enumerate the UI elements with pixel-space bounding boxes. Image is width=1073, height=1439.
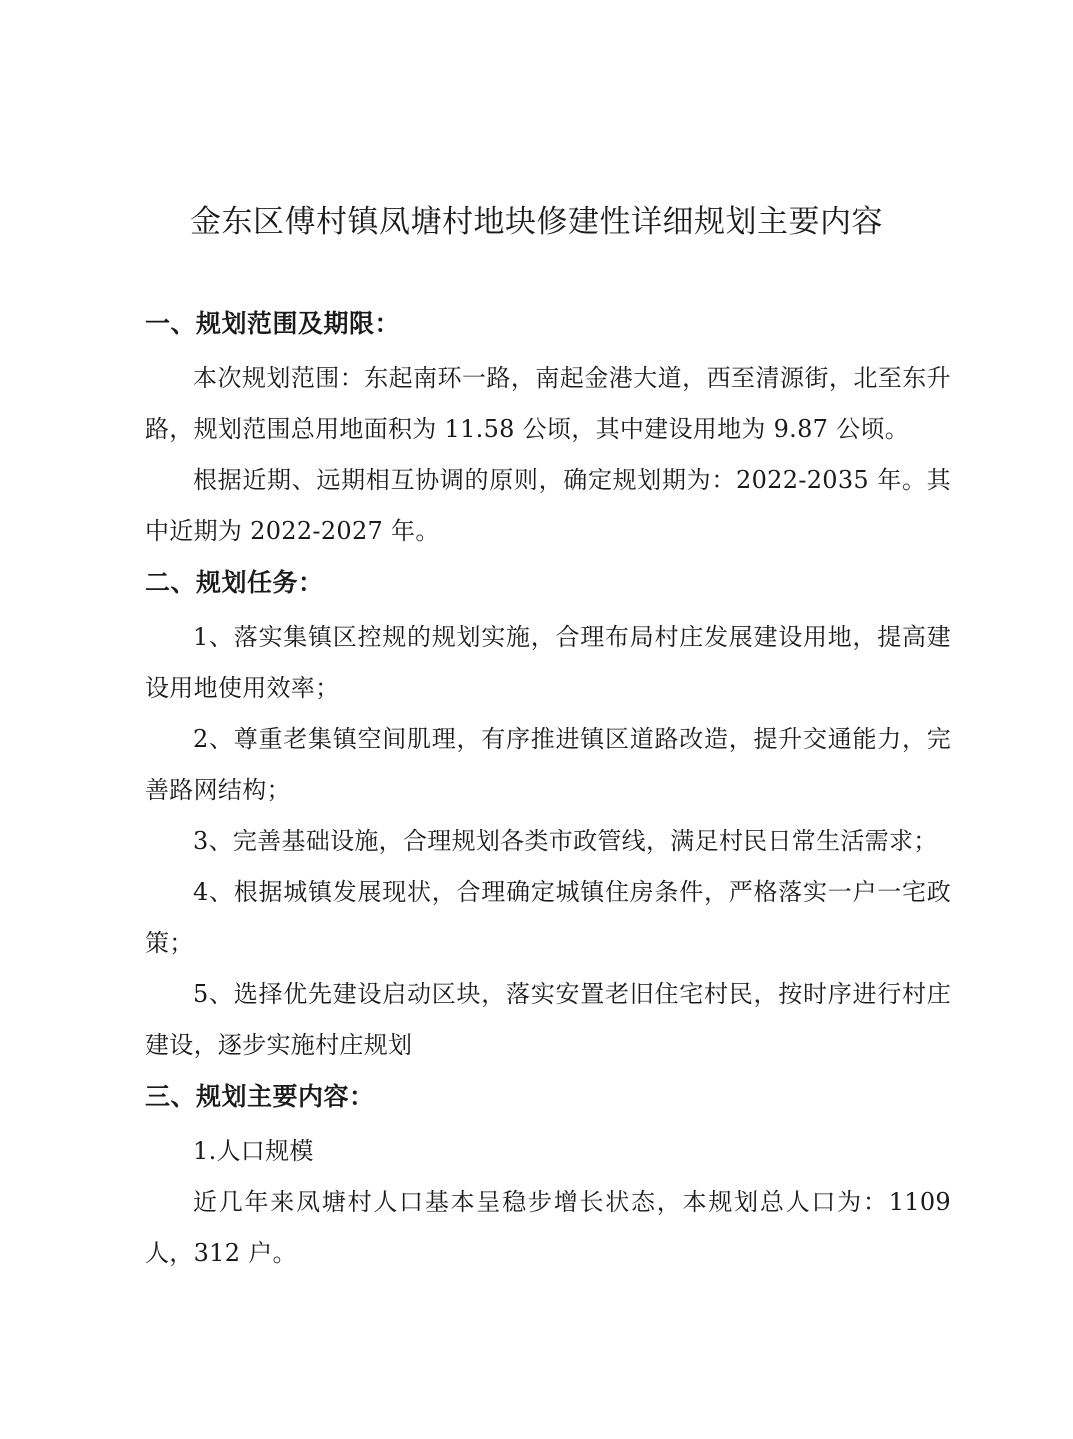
paragraph: 2、尊重老集镇空间肌理，有序推进镇区道路改造，提升交通能力，完善路网结构； (145, 725, 951, 804)
paragraph: 1、落实集镇区控规的规划实施，合理布局村庄发展建设用地，提高建设用地使用效率； (145, 623, 951, 702)
section-scope (145, 298, 951, 557)
section-heading: 三、规划主要内容： (145, 1082, 375, 1111)
section-heading: 二、规划任务： (145, 568, 324, 597)
section-main-content (145, 1071, 951, 1279)
document-body (145, 298, 951, 1279)
paragraph: 5、选择优先建设启动区块，落实安置老旧住宅村民，按时序进行村庄建设，逐步实施村庄规划 (145, 980, 951, 1059)
paragraph: 近几年来凤塘村人口基本呈稳步增长状态，本规划总人口为：1109 人，312 户。 (145, 1188, 951, 1267)
document-title: 金东区傅村镇凤塘村地块修建性详细规划主要内容 (190, 204, 883, 240)
section-heading: 一、规划范围及期限： (145, 309, 401, 338)
paragraph: 根据近期、远期相互协调的原则，确定规划期为：2022-2035 年。其中近期为 2022-2027 年。 (145, 466, 951, 545)
paragraph: 3、完善基础设施，合理规划各类市政管线，满足村民日常生活需求； (193, 827, 938, 855)
subheading-population: 1.人口规模 (193, 1137, 314, 1165)
paragraph: 本次规划范围：东起南环一路，南起金港大道，西至清源街，北至东升路，规划范围总用地面积为 11.58 公顷，其中建设用地为 9.87 公顷。 (145, 364, 951, 443)
section-tasks (145, 557, 951, 1071)
paragraph: 4、根据城镇发展现状，合理确定城镇住房条件，严格落实一户一宅政策； (145, 878, 951, 957)
